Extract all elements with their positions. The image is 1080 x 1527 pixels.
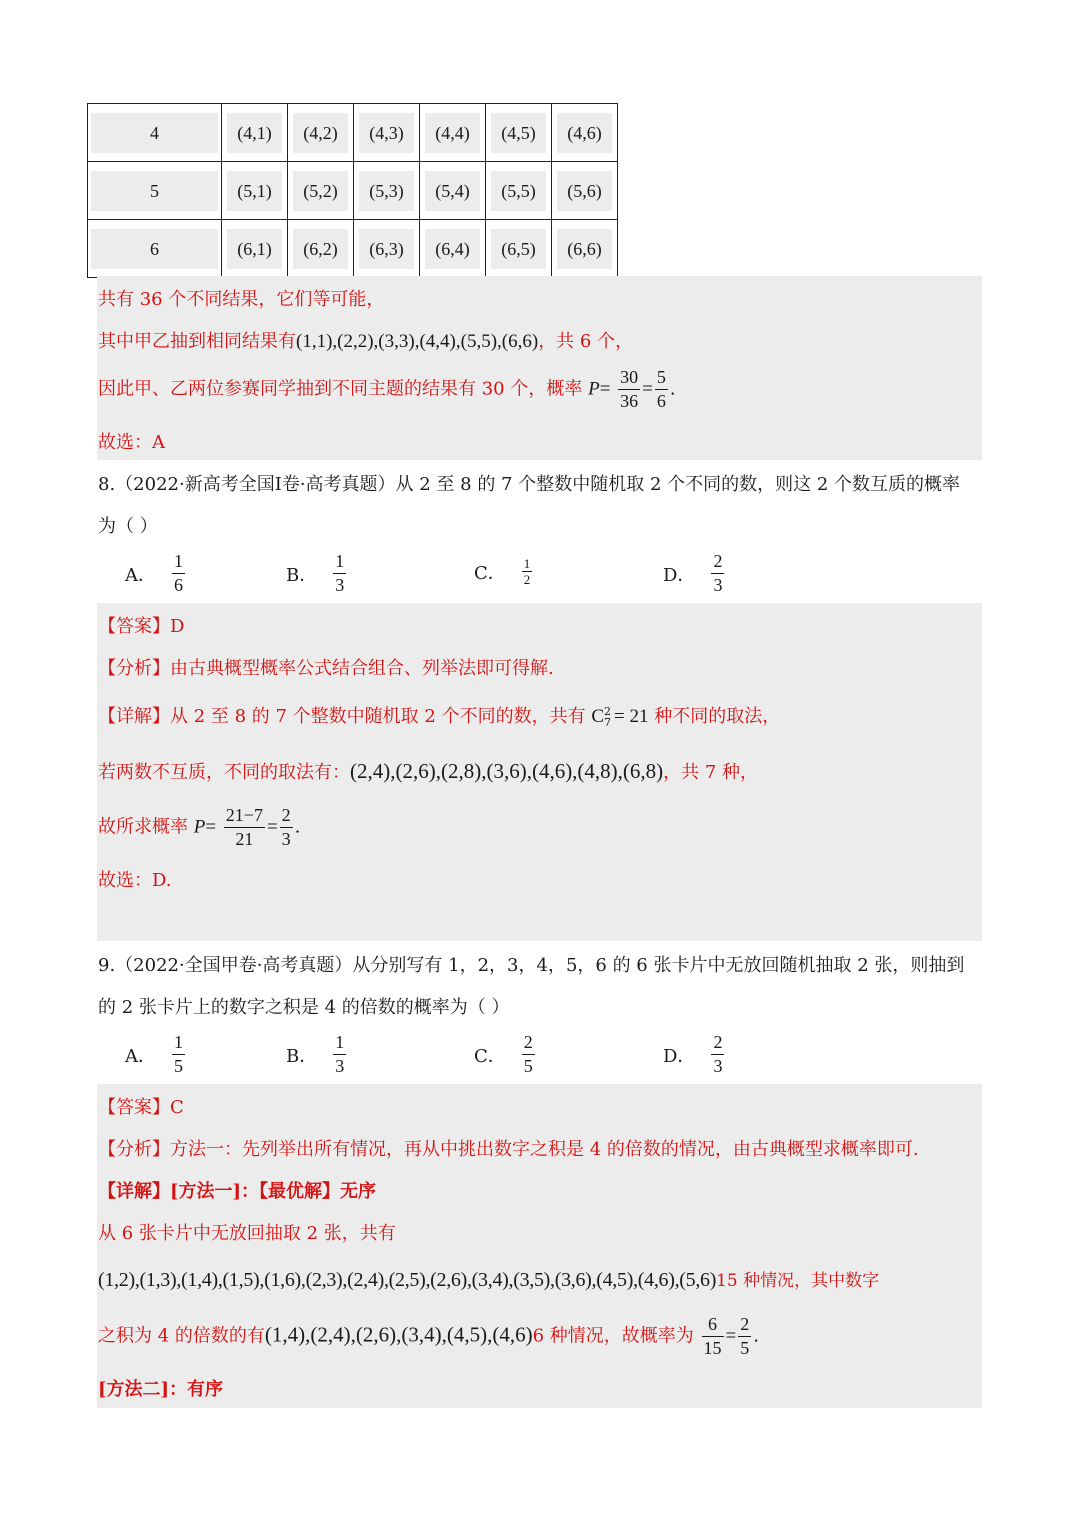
fraction: $\frac{2}{3}$ (713, 551, 723, 595)
fraction: $\frac{2}{3}$ (281, 805, 291, 849)
q8-option-b: B． $\frac{1}{3}$ (286, 551, 345, 595)
q8-choice: 故选：D. (98, 870, 172, 891)
q8-non-coprime-pairs: (2,4),(2,6),(2,8),(3,6),(4,6),(4,8),(6,8) (350, 759, 664, 783)
row-head: 5 (91, 171, 218, 211)
outcome-table (87, 103, 618, 278)
q7-line-3: 因此甲、乙两位参赛同学抽到不同主题的结果有 30 个，概率 P= $\frac{30}{36}$ = $\frac{5}{6}$ . (98, 367, 676, 411)
q8-option-d: D． $\frac{2}{3}$ (663, 551, 723, 595)
fraction: $\frac{1}{3}$ (335, 1032, 345, 1076)
q8-detail-3: 故所求概率 P= $\frac{21-7}{21}$ = $\frac{2}{3}$ . (98, 805, 301, 849)
q9-method-2: [方法二]：有序 (98, 1379, 224, 1400)
table-cell: (4,1) (227, 113, 282, 153)
table-cell: (4,6) (557, 113, 612, 153)
q9-detail-2: 从 6 张卡片中无放回抽取 2 张，共有 (98, 1223, 396, 1244)
q9-detail-1: 【详解】[方法一]：【最优解】无序 (98, 1181, 377, 1202)
q9-detail-3: (1,2),(1,3),(1,4),(1,5),(1,6),(2,3),(2,4),(2,5),(2,6),(3,4),(3,5),(3,6),(4,5),(4,6),(5,6)15 种情况，其中数字 (98, 1269, 880, 1291)
table-cell: (6,5) (491, 229, 546, 269)
q8-option-c: C． $\frac{1}{2}$ (474, 556, 531, 587)
table-row (88, 162, 618, 220)
fraction: $\frac{30}{36}$ (620, 367, 639, 411)
table-cell: (4,2) (293, 113, 348, 153)
table-cell: (5,1) (227, 171, 282, 211)
fraction: $\frac{21-7}{21}$ (225, 805, 263, 849)
q9-option-d: D． $\frac{2}{3}$ (663, 1032, 723, 1076)
table-row (88, 104, 618, 162)
table-cell: (5,6) (557, 171, 612, 211)
q7-line-1: 共有 36 个不同结果，它们等可能， (98, 289, 385, 310)
table-cell: (5,4) (425, 171, 480, 211)
table-cell: (5,3) (359, 171, 414, 211)
fraction: $\frac{2}{3}$ (713, 1032, 723, 1076)
q8-detail-2: 若两数不互质，不同的取法有：(2,4),(2,6),(2,8),(3,6),(4,6),(4,8),(6,8)，共 7 种， (98, 759, 759, 783)
fraction: $\frac{1}{3}$ (335, 551, 345, 595)
fraction: $\frac{5}{6}$ (656, 367, 666, 411)
q9-analysis: 【分析】方法一：先列举出所有情况，再从中挑出数字之积是 4 的倍数的情况，由古典概型求概率即可. (98, 1139, 919, 1160)
fraction: $\frac{2}{5}$ (740, 1314, 750, 1358)
table-cell: (6,3) (359, 229, 414, 269)
q8-option-a: A． $\frac{1}{6}$ (125, 551, 183, 595)
q8-detail-1: 【详解】从 2 至 8 的 7 个整数中随机取 2 个不同的数，共有 C 2 7 = 21 种不同的取法， (98, 705, 781, 729)
fraction: $\frac{6}{15}$ (703, 1314, 722, 1358)
q9-stem-1: 9.（2022·全国甲卷·高考真题）从分别写有 1，2，3，4，5，6 的 6 张卡片中无放回随机抽取 2 张，则抽到 (98, 955, 965, 976)
q9-option-a: A． $\frac{1}{5}$ (125, 1032, 183, 1076)
table-cell: (6,6) (557, 229, 612, 269)
q7-same-pairs: (1,1),(2,2),(3,3),(4,4),(5,5),(6,6) (296, 331, 539, 352)
q9-all-pairs: (1,2),(1,3),(1,4),(1,5),(1,6),(2,3),(2,4),(2,5),(2,6),(3,4),(3,5),(3,6),(4,5),(4,6),(5,6) (98, 1269, 717, 1291)
table-cell: (4,3) (359, 113, 414, 153)
row-head: 4 (91, 113, 218, 153)
fraction: $\frac{2}{5}$ (523, 1032, 533, 1076)
q8-analysis: 【分析】由古典概型概率公式结合组合、列举法即可得解. (98, 658, 554, 679)
q9-stem-2: 的 2 张卡片上的数字之积是 4 的倍数的概率为（ ） (98, 997, 510, 1018)
fraction: $\frac{1}{2}$ (523, 556, 531, 587)
q9-answer: 【答案】C (98, 1097, 184, 1118)
fraction: $\frac{1}{6}$ (174, 551, 183, 595)
table-cell: (5,5) (491, 171, 546, 211)
q9-detail-4: 之积为 4 的倍数的有(1,4),(2,4),(2,6),(3,4),(4,5),(4,6)6 种情况，故概率为 $\frac{6}{15}$ = $\frac{2}{5}$ . (98, 1314, 759, 1358)
q8-stem-1: 8.（2022·新高考全国Ⅰ卷·高考真题）从 2 至 8 的 7 个整数中随机取 2 个不同的数，则这 2 个数互质的概率 (98, 474, 961, 495)
q7-line-2: 其中甲乙抽到相同结果有(1,1),(2,2),(3,3),(4,4),(5,5),(6,6)，共 6 个， (98, 331, 634, 352)
q8-stem-2: 为（ ） (98, 516, 158, 537)
table-cell: (6,4) (425, 229, 480, 269)
fraction: $\frac{1}{5}$ (174, 1032, 183, 1076)
q7-line-4: 故选：A (98, 432, 165, 453)
q9-multiple-pairs: (1,4),(2,4),(2,6),(3,4),(4,5),(4,6) (264, 1322, 533, 1347)
q8-answer: 【答案】D (98, 616, 185, 637)
table-cell: (4,4) (425, 113, 480, 153)
table-cell: (4,5) (491, 113, 546, 153)
table-cell: (6,1) (227, 229, 282, 269)
q9-option-b: B． $\frac{1}{3}$ (286, 1032, 345, 1076)
table-cell: (6,2) (293, 229, 348, 269)
q9-option-c: C． $\frac{2}{5}$ (474, 1032, 533, 1076)
table-row (88, 220, 618, 278)
row-head: 6 (91, 229, 218, 269)
table-cell: (5,2) (293, 171, 348, 211)
